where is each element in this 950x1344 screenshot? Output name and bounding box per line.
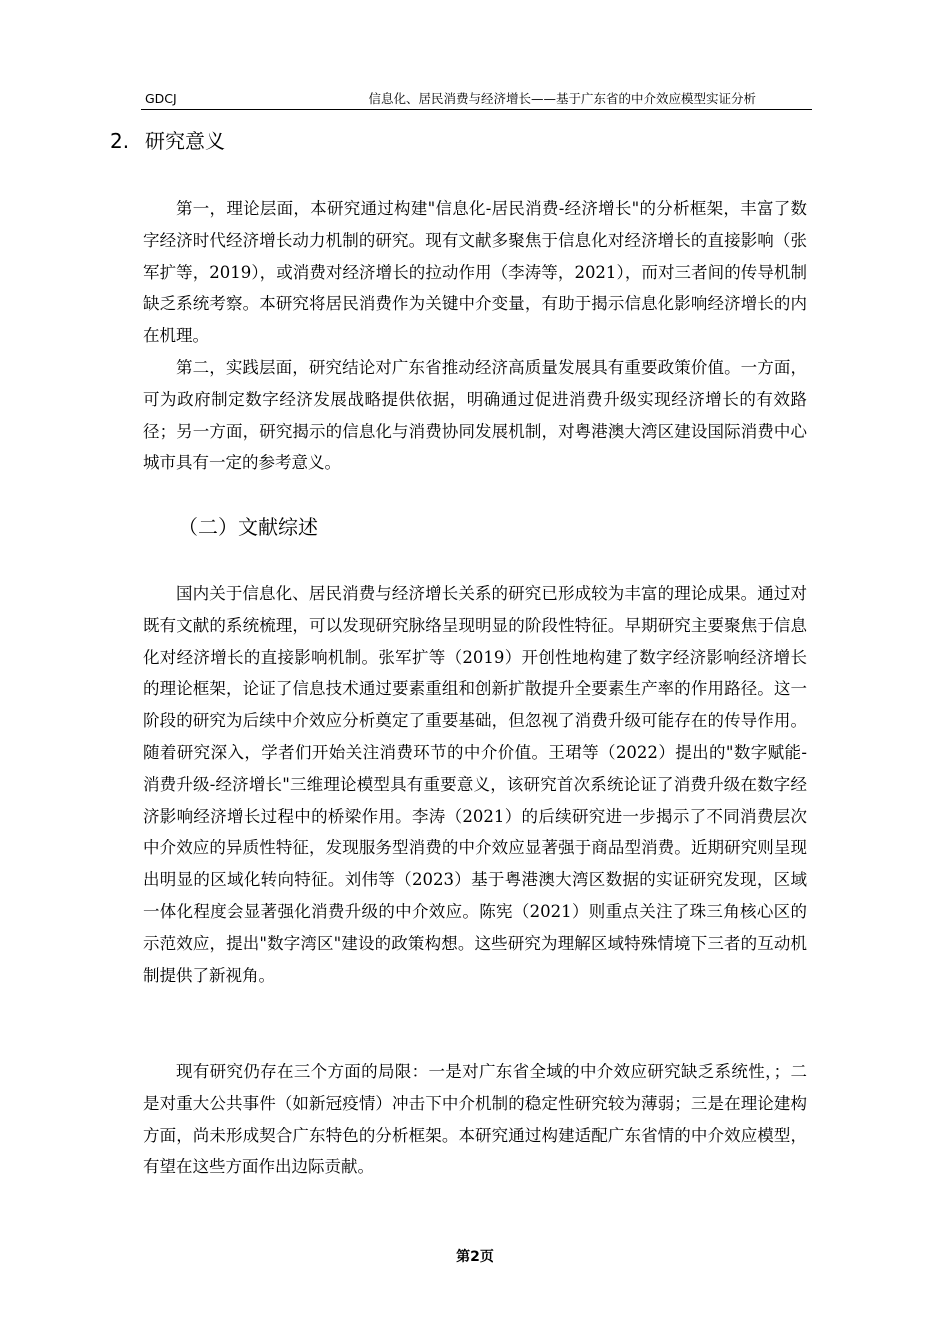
subsection-heading: （二）文献综述 [178,515,318,539]
paragraph-literature: 国内关于信息化、居民消费与经济增长关系的研究已形成较为丰富的理论成果。通过对既有文献的系统梳理，可以发现研究脉络呈现明显的阶段性特征。早期研究主要聚焦于信息化对经济增长的直接影响机制。张军扩等（2019）开创性地构建了数字经济影响经济增长的理论框架，论证了信息技术通过要素重组和创新扩散提升全要素生产率的作用路径。这一阶段的研究为后续中介效应分析奠定了重要基础，但忽视了消费升级可能存在的传导作用。随着研究深入，学者们开始关注消费环节的中介价值。王珺等（2022）提出的"数字赋能-消费升级-经济增长"三维理论模型具有重要意义，该研究首次系统论证了消费升级在数字经济影响经济增长过程中的桥梁作用。李涛（2021）的后续研究进一步揭示了不同消费层次中介效应的异质性特征，发现服务型消费的中介效应显著强于商品型消费。近期研究则呈现出明显的区域化转向特征。刘伟等（2023）基于粤港澳大湾区数据的实证研究发现，区域一体化程度会显著强化消费升级的中介效应。陈宪（2021）则重点关注了珠三角核心区的示范效应，提出"数字湾区"建设的政策构想。这些研究为理解区域特殊情境下三者的互动机制提供了新视角。 [143,584,807,985]
page-header [141,90,812,110]
section-heading [110,126,225,156]
paragraph-limitations: 现有研究仍存在三个方面的局限：一是对广东省全域的中介效应研究缺乏系统性，；二是对重大公共事件（如新冠疫情）冲击下中介机制的稳定性研究较为薄弱；三是在理论建构方面，尚未形成契合广东特色的分析框架。本研究通过构建适配广东省情的中介效应模型，有望在这些方面作出边际贡献。 [143,1062,807,1177]
paragraph-practice: 第二，实践层面，研究结论对广东省推动经济高质量发展具有重要政策价值。一方面，可为政府制定数字经济发展战略提供依据，明确通过促进消费升级实现经济增长的有效路径；另一方面，研究揭示的信息化与消费协同发展机制，对粤港澳大湾区建设国际消费中心城市具有一定的参考意义。 [143,358,807,473]
paragraph-theory: 第一，理论层面，本研究通过构建"信息化-居民消费-经济增长"的分析框架，丰富了数字经济时代经济增长动力机制的研究。现有文献多聚焦于信息化对经济增长的直接影响（张军扩等，2019），或消费对经济增长的拉动作用（李涛等，2021），而对三者间的传导机制缺乏系统考察。本研究将居民消费作为关键中介变量，有助于揭示信息化影响经济增长的内在机理。 [143,199,807,346]
section-title: 研究意义 [145,129,225,153]
page-number: 第2页 [456,1249,494,1265]
section-number: 2. [110,129,130,153]
header-paper-title: 信息化、居民消费与经济增长——基于广东省的中介效应模型实证分析 [368,91,756,106]
header-journal-code: GDCJ [145,91,177,106]
